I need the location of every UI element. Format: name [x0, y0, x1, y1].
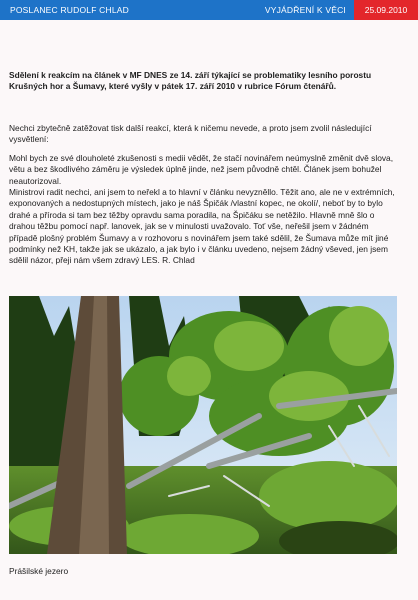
article-intro [9, 123, 397, 146]
intro-text: Nechci zbytečně zatěžovat tisk další reakcí, která k ničemu nevede, a proto jsem zvolil následující vysvětlení: [9, 123, 372, 145]
article-headline [9, 70, 397, 93]
section-title: VYJÁDŘENÍ K VĚCI [264, 5, 346, 15]
forest-photo [9, 296, 397, 554]
header-left [0, 0, 354, 20]
date-badge: 25.09.2010 [354, 0, 418, 20]
header-bar [0, 0, 418, 20]
article-paragraph-3 [9, 187, 397, 267]
photo-caption: Prášilské jezero [9, 566, 69, 576]
author-name: POSLANEC RUDOLF CHLAD [10, 5, 129, 15]
paragraph-2-text: Mohl bych ze své dlouholeté zkušenosti s medii vědět, že stačí novinářem neúmyslně změnit dvě slova, větu a bez škodlivého záměru je výsledek úplně jinde, než jsem původně chtěl. Článek jsem bohužel neautorizoval. [9, 153, 394, 186]
paragraph-3-text: Ministrovi radit nechci, ani jsem to neřekl a to hlavní v článku nevyzněllo. Těžit ano, ale ne v extrémních, exponovaných a nedostupných místech, jako je náš Špičák /vlastní kopec, ne okolí/, neboť by to bylo drahé a příroda si tam bez těžby opravdu sama poradila, na Špičáku se netěžilo. Hlavně mně šlo o drahou těžbu pomocí např. lanovek, jak se v minulosti uvažovalo. Toť vše, neřešil jsem v žádném případě plošný problém Šumavy a v rozhovoru s novinářem jsem také sdělil, že Šumava může mít jiné podmínky než KH, takže jak se ukázalo, a jak bylo i v článku uvedeno, nejsem žádný vševed, jen jsem sdělil názor, přeji nám všem zdravý LES. R. Chlad [9, 187, 395, 266]
article-paragraph-2 [9, 153, 397, 187]
headline-text: Sdělení k reakcím na článek v MF DNES ze 14. září týkající se problematiky lesního porostu Krušných hor a Šumavy, které vyšly v pátek 17. září 2010 v rubrice Fórum čtenářů. [9, 70, 372, 92]
